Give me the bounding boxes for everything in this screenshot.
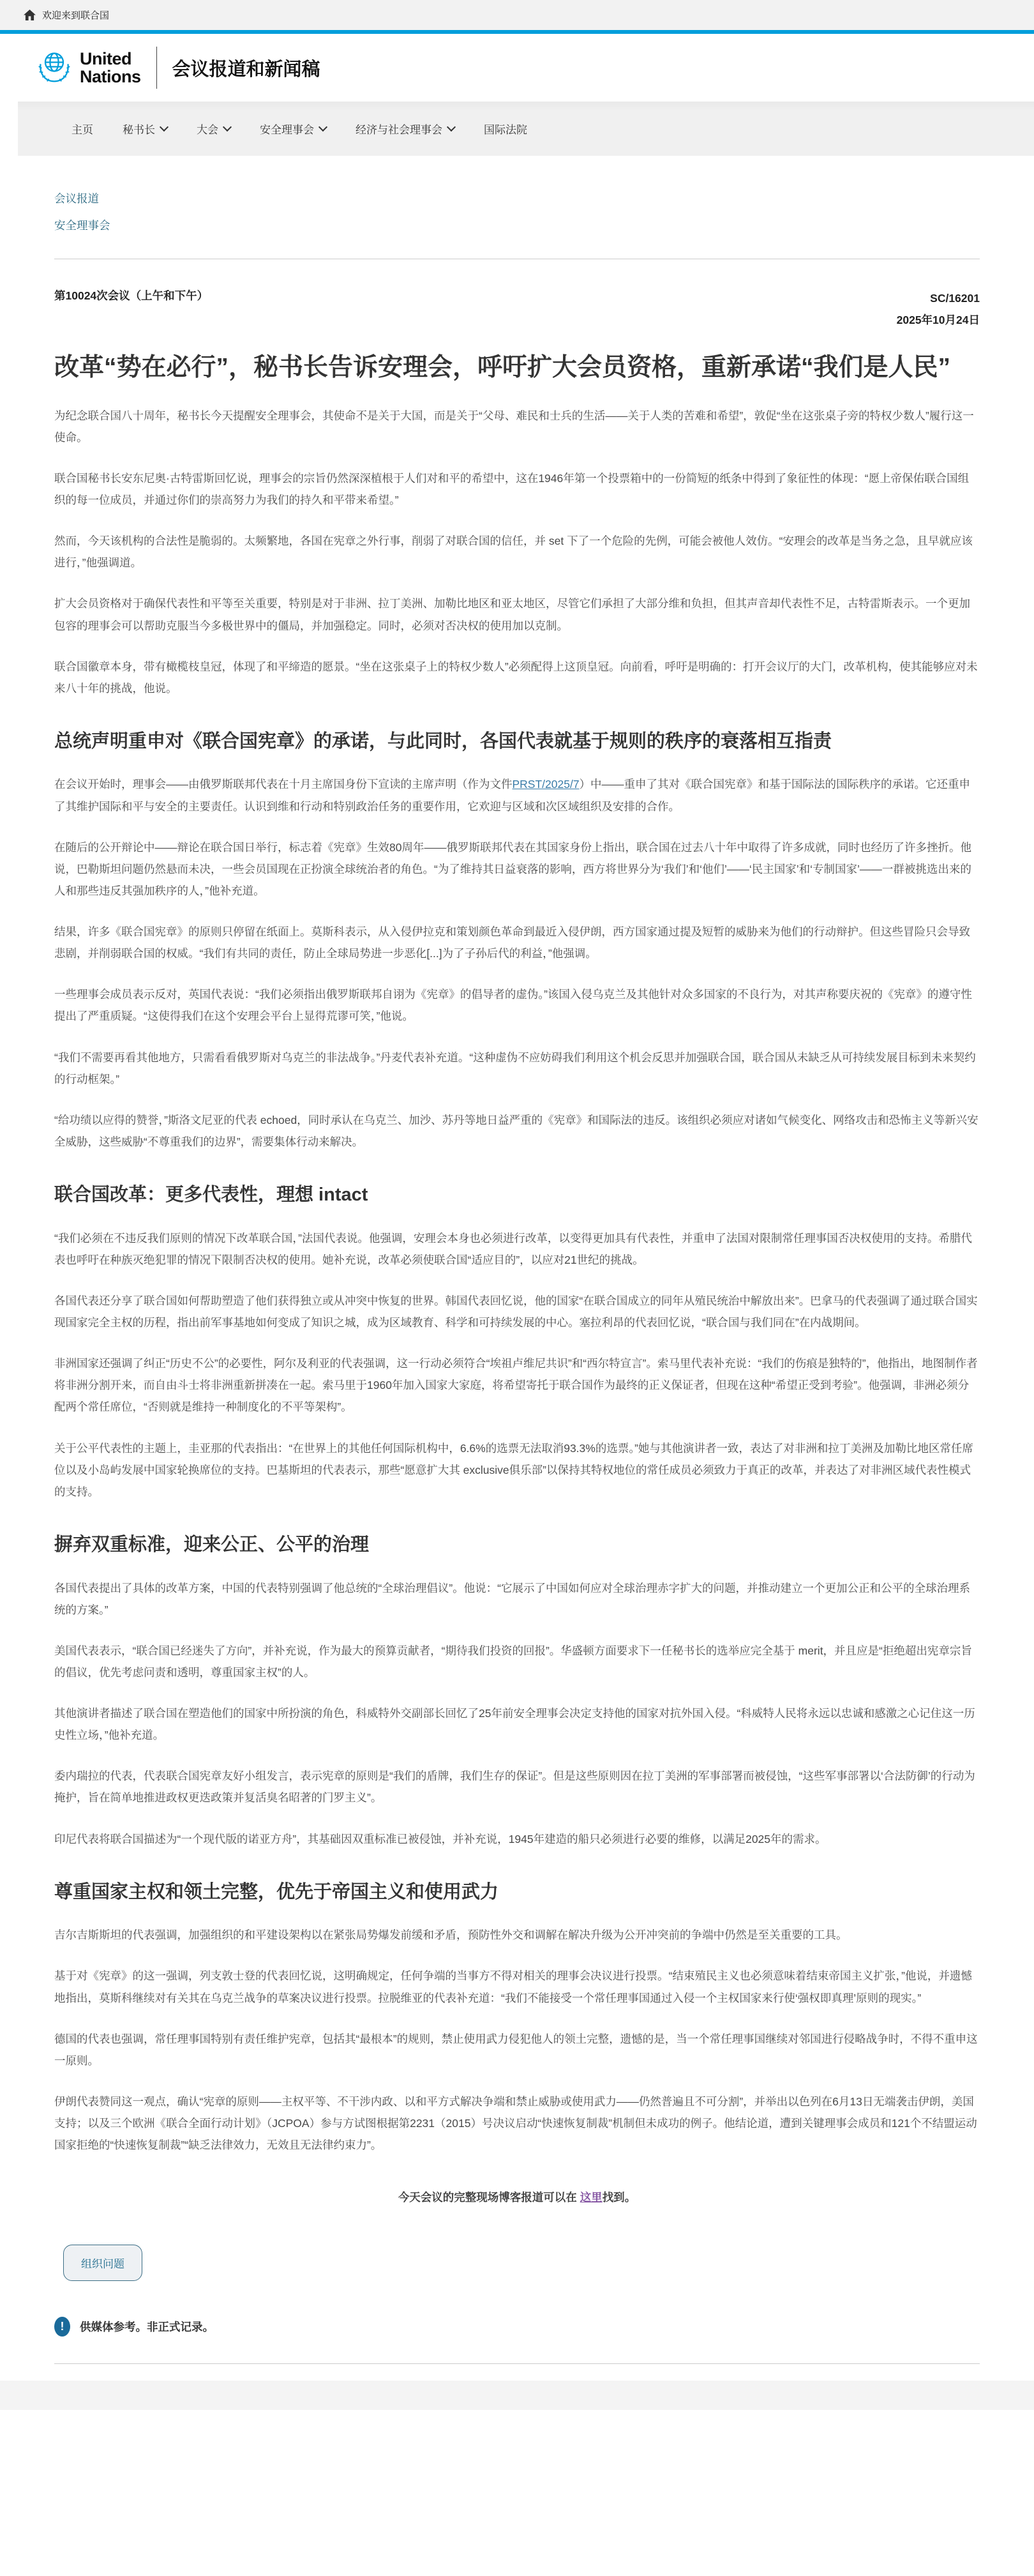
- meeting-meta: [54, 287, 980, 331]
- article-paragraph: 关于公平代表性的主题上，圭亚那的代表指出：“在世界上的其他任何国际机构中，6.6%的选票无法取消93.3%的选票。”她与其他演讲者一致，表达了对非洲和拉丁美洲及加勒比地区常任席位以及小岛屿发展中国家轮换席位的支持。巴基斯坦的代表表示，那些“愿意扩大其 exclusive俱乐部”以保持其特权地位的常任成员必须致力于真正的改革，并表达了对非洲区域代表性模式的支持。: [54, 1441, 973, 1498]
- article-paragraph: 扩大会员资格对于确保代表性和平等至关重要，特别是对于非洲、拉丁美洲、加勒比地区和亚太地区，尽管它们承担了大部分维和负担，但其声音却代表性不足，古特雷斯表示。一个更加包容的理事会可以帮助克服当今多极世界中的僵局，并加强稳定。同时，必须对否决权的使用加以克制。: [54, 597, 970, 632]
- welcome-text[interactable]: 欢迎来到联合国: [42, 10, 110, 21]
- document-link[interactable]: PRST/2025/7: [512, 778, 580, 791]
- nav-item-主页[interactable]: [71, 121, 93, 137]
- breadcrumb-link-安全理事会[interactable]: 安全理事会: [54, 219, 110, 232]
- article-paragraph: 德国的代表也强调，常任理事国特别有责任维护宪章，包括其“最根本”的规则，禁止使用武力侵犯他人的领土完整，遗憾的是，当一个常任理事国继续对邻国进行侵略战争时，不得不重申这一原则。: [54, 2032, 978, 2067]
- chevron-down-icon: [223, 123, 232, 132]
- breadcrumb: [54, 190, 980, 233]
- media-note: [54, 2317, 980, 2337]
- article-paragraph: 为纪念联合国八十周年，秘书长今天提醒安全理事会，其使命不是关于大国，而是关于“父母、难民和士兵的生活——关于人类的苦难和希望”，敦促“坐在这张桌子旁的特权少数人”履行这一使命。: [54, 409, 974, 444]
- blog-here-link[interactable]: 这里: [580, 2191, 603, 2204]
- chevron-down-icon: [318, 123, 327, 132]
- welcome-bar: [0, 0, 1034, 30]
- page-title: 改革“势在必行”，秘书长告诉安理会，呼吁扩大会员资格，重新承诺“我们是人民”: [54, 354, 951, 382]
- article-paragraph: “我们必须在不违反我们原则的情况下改革联合国，”法国代表说。他强调，安理会本身也必须进行改革，以变得更加具有代表性，并重申了法国对限制常任理事国否决权使用的支持。希腊代表也呼吁在种族灭绝犯罪的情况下限制否决权的使用。她补充说，改革必须使联合国“适应目的”，以应对21世纪的挑战。: [54, 1231, 972, 1266]
- nav-item-秘书长[interactable]: [123, 121, 167, 137]
- article-paragraph: 基于对《宪章》的这一强调，列支敦士登的代表回忆说，这明确规定，任何争端的当事方不得对相关的理事会决议进行投票。“结束殖民主义也必须意味着结束帝国主义扩张，”他说，并遗憾地指出，莫斯科继续对有关其在乌克兰战争的草案决议进行投票。拉脱维亚的代表补充道：“我们不能接受一个常任理事国通过入侵一个主权国家来行使‘强权即真理’原则的现实。”: [54, 1969, 972, 2004]
- section-heading: 联合国改革：更多代表性，理想 intact: [54, 1185, 368, 1206]
- section-heading: 尊重国家主权和领土完整，优先于帝国主义和使用武力: [54, 1881, 499, 1902]
- nav-item-安全理事会[interactable]: [260, 121, 326, 137]
- nav-item-大会[interactable]: [197, 121, 230, 137]
- article-paragraph: 非洲国家还强调了纠正“历史不公”的必要性，阿尔及利亚的代表强调，这一行动必须符合“埃祖卢维尼共识”和“西尔特宣言”。索马里代表补充说：“我们的伤痕是独特的”，他指出，地图制作者将非洲分割开来，而自由斗士将非洲重新拼凑在一起。索马里于1960年加入国家大家庭，将希望寄托于联合国作为最终的正义保证者，但现在这种“希望正受到考验”。他强调，非洲必须分配两个常任席位，“否则就是维持一种制度化的不平等架构”。: [54, 1357, 978, 1414]
- article-body: [54, 405, 980, 2156]
- article-paragraph: 吉尔吉斯斯坦的代表强调，加强组织的和平建设架构以在紧张局势爆发前缓和矛盾，预防性外交和调解在解决升级为公开冲突前的争端中仍然是至关重要的工具。: [54, 1928, 848, 1942]
- article-paragraph: 各国代表提出了具体的改革方案，中国的代表特别强调了他总统的“全球治理倡议”。他说：“它展示了中国如何应对全球治理赤字扩大的问题，并推动建立一个更加公正和公平的全球治理系统的方案。”: [54, 1581, 970, 1616]
- meeting-date: 2025年10月24日: [896, 314, 980, 327]
- section-heading: 总统声明重申对《联合国宪章》的承诺，与此同时，各国代表就基于规则的秩序的衰落相互指责: [54, 731, 832, 752]
- article-paragraph: 各国代表还分享了联合国如何帮助塑造了他们获得独立或从冲突中恢复的世界。韩国代表回忆说，他的国家“在联合国成立的同年从殖民统治中解放出来”。巴拿马的代表强调了通过联合国实现国家完全主权的历程，指出前军事基地如何变成了知识之城，成为区域教育、科学和可持续发展的中心。塞拉利昂的代表回忆说，“联合国与我们同在”在内战期间。: [54, 1294, 978, 1330]
- meeting-session: 第10024次会议（上午和下午）: [54, 289, 209, 302]
- site-title[interactable]: 会议报道和新闻稿: [172, 59, 320, 80]
- brand-divider: [156, 47, 157, 89]
- article-paragraph: 印尼代表将联合国描述为“一个现代版的诺亚方舟”，其基础因双重标准已被侵蚀，并补充说，1945年建造的船只必须进行必要的维修，以满足2025年的需求。: [54, 1832, 827, 1845]
- breadcrumb-link-会议报道[interactable]: 会议报道: [54, 192, 99, 205]
- primary-nav: [18, 102, 1034, 156]
- topic-tag-organizational-matters[interactable]: 组织问题: [63, 2245, 142, 2281]
- un-emblem-logo[interactable]: [36, 47, 72, 89]
- nav-item-label: 安全理事会: [260, 124, 314, 136]
- un-wordmark[interactable]: United Nations: [80, 49, 141, 86]
- nav-item-label: 经济与社会理事会: [356, 124, 442, 136]
- section-heading: 摒弃双重标准，迎来公正、公平的治理: [54, 1534, 370, 1555]
- article-paragraph: 委内瑞拉的代表，代表联合国宪章友好小组发言，表示宪章的原则是“我们的盾牌，我们生存的保证”。但是这些原则因在拉丁美洲的军事部署而被侵蚀，“这些军事部署以‘合法防御’的行动为掩护，旨在简单地推进政权更迭政策并复活臭名昭著的门罗主义”。: [54, 1769, 975, 1805]
- nav-item-label: 大会: [197, 124, 218, 136]
- article-paragraph: 一些理事会成员表示反对，英国代表说：“我们必须指出俄罗斯联邦自诩为《宪章》的倡导者的虚伪。”该国入侵乌克兰及其他针对众多国家的不良行为，对其声称要庆祝的《宪章》的遵守性提出了严重质疑。“这使得我们在这个安理会平台上显得荒谬可笑，”他说。: [54, 988, 972, 1023]
- nav-item-label: 秘书长: [123, 124, 155, 136]
- brand-header: [0, 34, 1034, 102]
- blog-note: 今天会议的完整现场博客报道可以在 这里找到。: [398, 2191, 636, 2204]
- exclamation-icon: !: [54, 2317, 70, 2337]
- article-paragraph: 联合国秘书长安东尼奥·古特雷斯回忆说，理事会的宗旨仍然深深植根于人们对和平的希望中，这在1946年第一个投票箱中的一份简短的纸条中得到了象征性的体现：“愿上帝保佑联合国组织的每一位成员，并通过你们的崇高努力为我们的持久和平带来希望。”: [54, 471, 970, 506]
- chevron-down-icon: [447, 123, 456, 132]
- article: [54, 350, 980, 2337]
- article-paragraph: 美国代表表示，“联合国已经迷失了方向”，并补充说，作为最大的预算贡献者，“期待我们投资的回报”。华盛顿方面要求下一任秘书长的选举应完全基于 merit，并且应是“拒绝超出宪章宗旨的倡议，优先考虑问责和透明，尊重国家主权”的人。: [54, 1644, 972, 1679]
- article-paragraph: “给功绩以应得的赞誉，”斯洛文尼亚的代表 echoed，同时承认在乌克兰、加沙、苏丹等地日益严重的《宪章》和国际法的违反。该组织必须应对诸如气候变化、网络攻击和恐怖主义等新兴安全威胁，这些威胁“不尊重我们的边界”，需要集体行动来解决。: [54, 1113, 978, 1148]
- article-paragraph: 在会议开始时，理事会——由俄罗斯联邦代表在十月主席国身份下宣读的主席声明（作为文件PRST/2025/7）中——重申了其对《联合国宪章》和基于国际法的国际秩序的承诺。它还重申了其维护国际和平与安全的主要责任。认识到维和行动和特别政治任务的重要作用，它欢迎与区域和次区域组织及安排的合作。: [54, 778, 971, 813]
- nav-item-label: 国际法院: [484, 124, 527, 136]
- article-paragraph: 在随后的公开辩论中——辩论在联合国日举行，标志着《宪章》生效80周年——俄罗斯联邦代表在其国家身份上指出，联合国在过去八十年中取得了许多成就，同时也经历了许多挫折。他说，巴勒斯坦问题仍然悬而未决，一些会员国现在正扮演全球统治者的角色。“为了维持其日益衰落的影响，西方将世界分为‘我们’和‘他们’——‘民主国家’和‘专制国家’——一群被挑选出来的人和那些违反其强加秩序的人，”他补充道。: [54, 840, 971, 897]
- nav-item-国际法院[interactable]: [484, 121, 527, 137]
- article-paragraph: 其他演讲者描述了联合国在塑造他们的国家中所扮演的角色，科威特外交副部长回忆了25年前安全理事会决定支持他的国家对抗外国入侵。“科威特人民将永远以忠诚和感激之心记住这一历史性立场，”他补充道。: [54, 1707, 975, 1742]
- chevron-down-icon: [160, 123, 169, 132]
- article-paragraph: 伊朗代表赞同这一观点，确认“宪章的原则——主权平等、不干涉内政、以和平方式解决争端和禁止威胁或使用武力——仍然普遍且不可分割”，并举出以色列在6月13日无端袭击伊朗，美国支持；以及三个欧洲《联合全面行动计划》（JCPOA）参与方试图根据第2231（2015）号决议启动“快速恢复制裁”机制但未成功的例子。他结论道，遭到关键理事会成员和121个不结盟运动国家拒绝的“快速恢复制裁”“缺乏法律效力，无效且无法律约束力”。: [54, 2095, 977, 2152]
- home-icon[interactable]: [24, 10, 36, 20]
- page-content: [0, 190, 1034, 2364]
- article-paragraph: 联合国徽章本身，带有橄榄枝皇冠，体现了和平缔造的愿景。“坐在这张桌子上的特权少数人”必须配得上这顶皇冠。向前看，呼吁是明确的：打开会议厅的大门，改革机构，使其能够应对未来八十年的挑战，他说。: [54, 660, 978, 695]
- nav-item-经济与社会理事会[interactable]: [356, 121, 454, 137]
- primary-nav-bar: [18, 102, 1034, 156]
- article-paragraph: 然而，今天该机构的合法性是脆弱的。太频繁地，各国在宪章之外行事，削弱了对联合国的信任，并 set 下了一个危险的先例，可能会被他人效仿。“安理会的改革是当务之急，且早就应该进行，”他强调道。: [54, 534, 973, 570]
- nav-item-label: 主页: [71, 124, 93, 136]
- page-footer: [0, 2381, 1034, 2410]
- document-symbol: SC/16201: [930, 292, 980, 305]
- article-paragraph: 结果，许多《联合国宪章》的原则只停留在纸面上。莫斯科表示，从入侵伊拉克和策划颜色革命到最近入侵伊朗，西方国家通过提及短暂的威胁来为他们的行动辩护。但这些冒险只会导致悲剧，并削弱联合国的权威。“我们有共同的责任，防止全球局势进一步恶化[...]为了子孙后代的利益，”他强调。: [54, 925, 970, 960]
- media-note-text: 供媒体参考。非正式记录。: [80, 2321, 214, 2334]
- footer-divider: [54, 2363, 980, 2364]
- article-paragraph: “我们不需要再看其他地方，只需看看俄罗斯对乌克兰的非法战争。”丹麦代表补充道。“这种虚伪不应妨碍我们利用这个机会反思并加强联合国，联合国从未缺乏从可持续发展目标到未来契约的行动框架。”: [54, 1050, 976, 1086]
